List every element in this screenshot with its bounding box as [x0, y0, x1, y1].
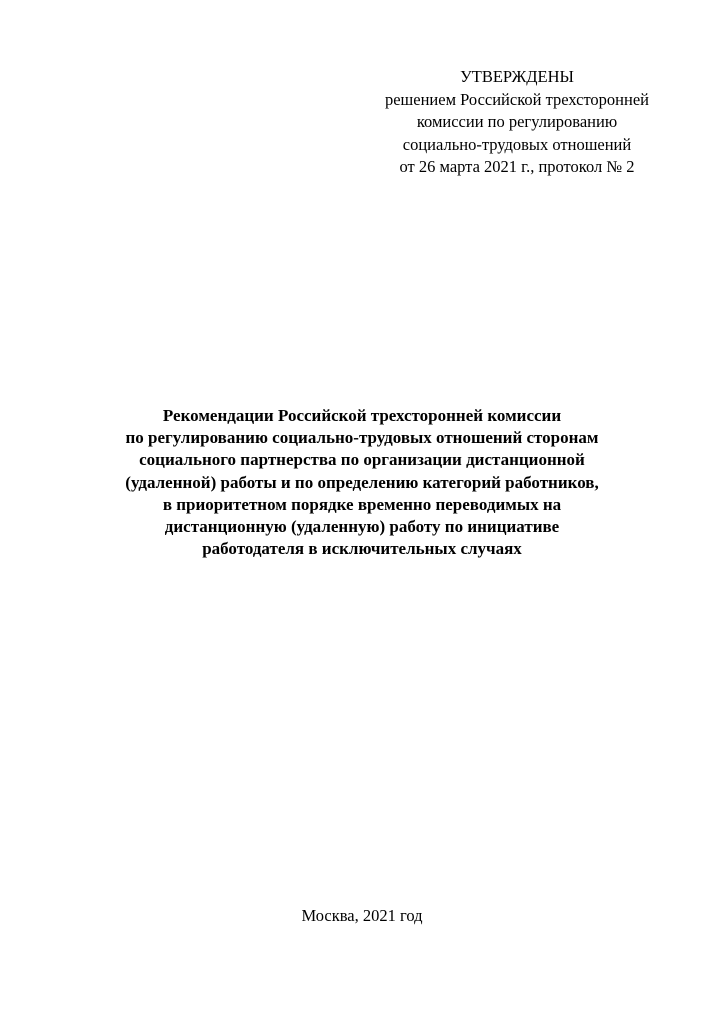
- approval-line: решением Российской трехсторонней: [384, 89, 650, 109]
- title-line: дистанционную (удаленную) работу по инициативе: [164, 517, 560, 537]
- title-line: (удаленной) работы и по определению категорий работников,: [125, 472, 599, 492]
- document-title: [62, 405, 662, 560]
- approval-line: от 26 марта 2021 г., протокол № 2: [399, 157, 635, 176]
- approval-line: социально-трудовых отношений: [402, 134, 632, 154]
- title-line: по регулированию социально-трудовых отношений сторонам: [125, 428, 599, 448]
- approval-line: комиссии по регулированию: [416, 112, 618, 131]
- title-line: социального партнерства по организации дистанционной: [139, 450, 585, 470]
- approval-line: УТВЕРЖДЕНЫ: [460, 67, 574, 86]
- title-line: Рекомендации Российской трехсторонней комиссии: [162, 406, 562, 425]
- title-line: в приоритетном порядке временно переводимых на: [162, 494, 562, 514]
- approval-block: [362, 66, 672, 179]
- title-line: работодателя в исключительных случаях: [202, 539, 522, 559]
- place-year: Москва, 2021 год: [301, 906, 423, 925]
